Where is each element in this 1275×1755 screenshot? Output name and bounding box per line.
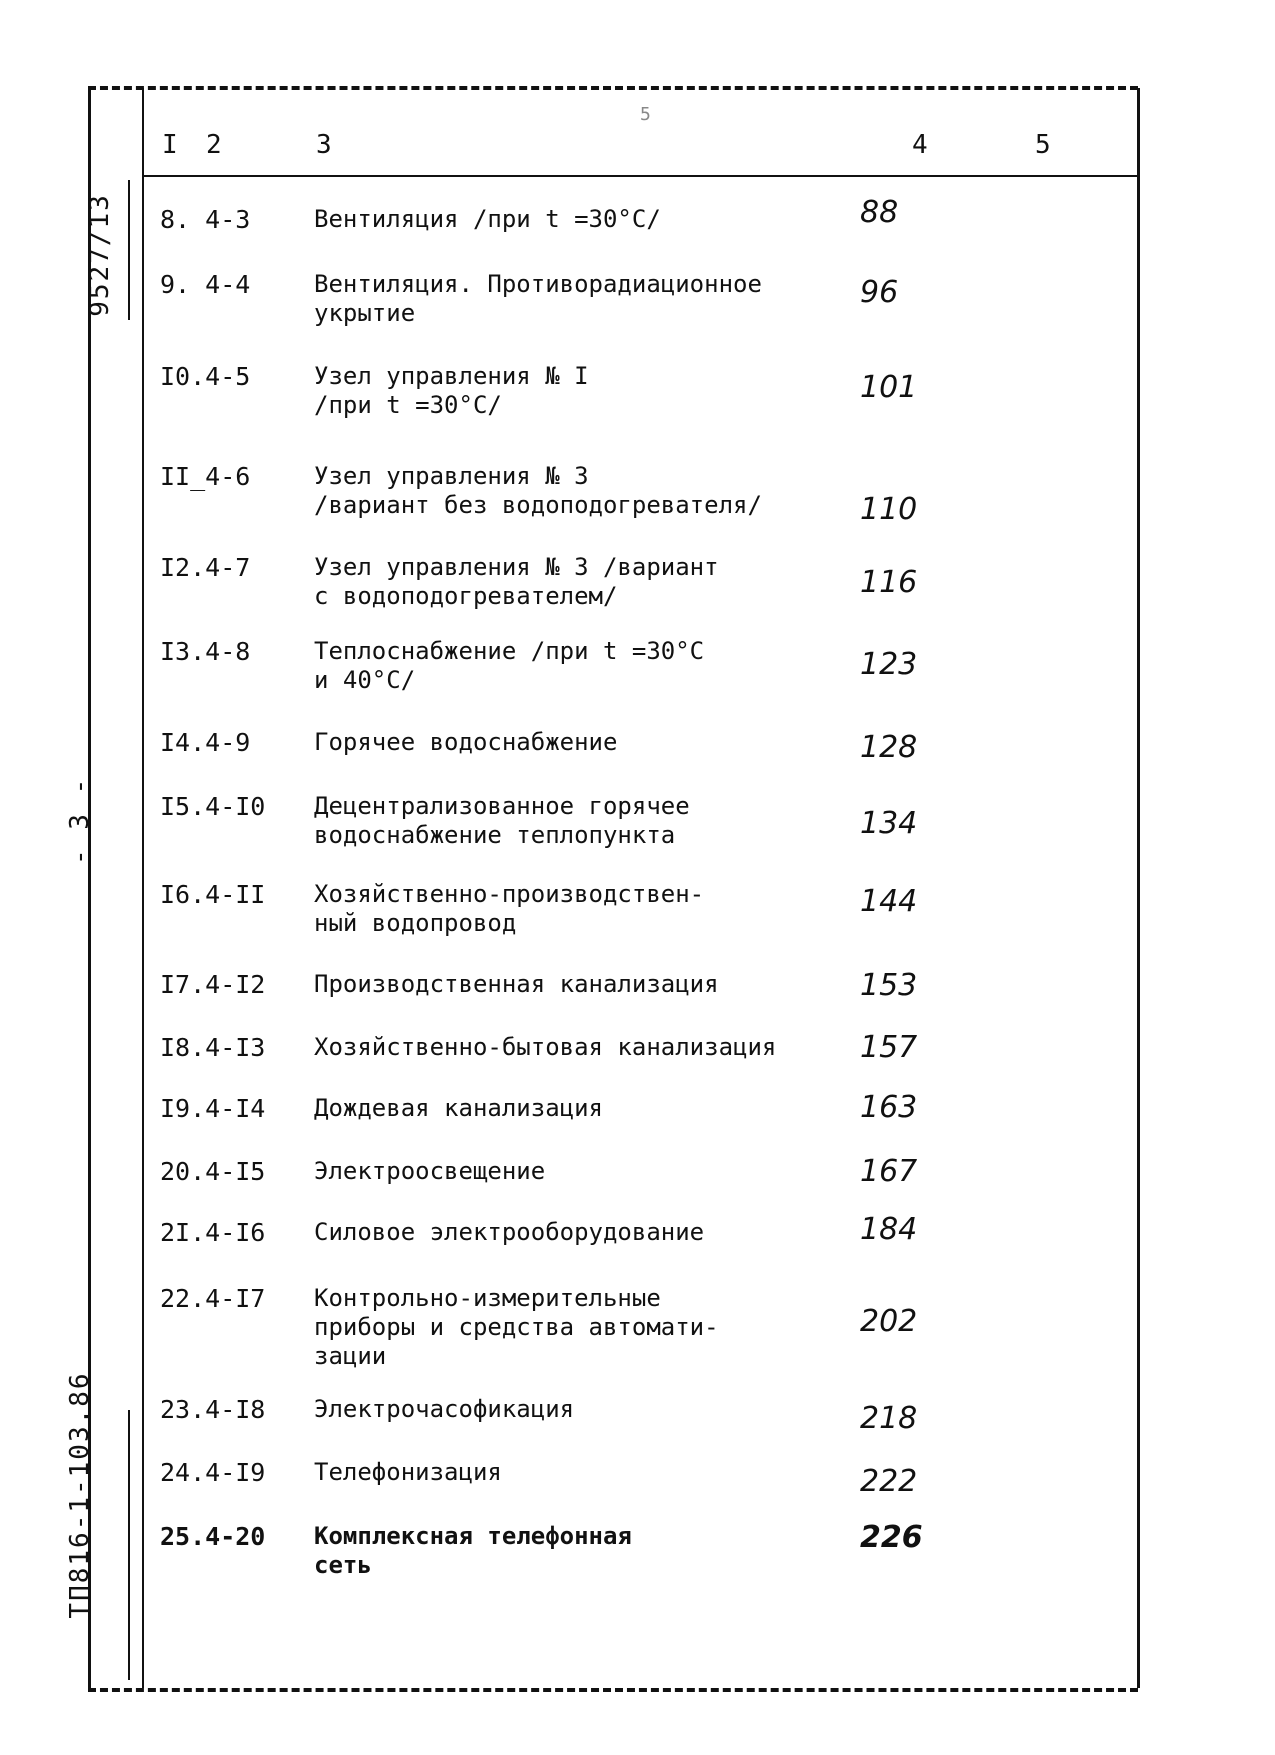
row-number: 24.4-I9 — [160, 1458, 266, 1487]
row-number: 22.4-I7 — [160, 1284, 266, 1313]
side-rule-top — [128, 180, 130, 320]
row-number: I3.4-8 — [160, 637, 251, 666]
column-header-3: 3 — [316, 130, 332, 160]
row-number: I7.4-I2 — [160, 970, 266, 999]
row-title: Вентиляция /при t =30°C/ — [314, 205, 661, 233]
row-title: Вентиляция. Противорадиационное укрытие — [314, 270, 762, 327]
row-page: 110 — [860, 492, 918, 527]
row-number: I4.4-9 — [160, 728, 251, 757]
side-label-archive-number: 9527/13 — [85, 193, 115, 317]
row-title: Узел управления № 3 /вариант без водоподогревателя/ — [314, 462, 762, 519]
corner-mark: 5 — [640, 104, 651, 125]
row-title: Силовое электрооборудование — [314, 1218, 705, 1246]
row-number: 23.4-I8 — [160, 1395, 266, 1424]
row-page: 116 — [860, 565, 918, 600]
top-border — [88, 86, 1138, 90]
row-page: 134 — [860, 806, 918, 841]
row-number: 9. 4-4 — [160, 270, 251, 299]
column-header-4: 4 — [912, 130, 928, 160]
row-number: 25.4-20 — [160, 1522, 266, 1551]
row-page: 101 — [860, 370, 918, 405]
header-rule — [142, 175, 1137, 177]
row-title: Горячее водоснабжение — [314, 728, 618, 756]
bottom-border — [88, 1688, 1138, 1692]
row-title: Производственная канализация — [314, 970, 719, 998]
row-title: Комплексная телефонная сеть — [314, 1522, 632, 1579]
row-number: I9.4-I4 — [160, 1094, 266, 1123]
column-header-2: 2 — [206, 130, 222, 160]
row-page: 157 — [860, 1030, 918, 1065]
row-title: Хозяйственно-бытовая канализация — [314, 1033, 777, 1061]
row-title: Узел управления № 3 /вариант с водоподогревателем/ — [314, 553, 719, 610]
row-page: 202 — [860, 1304, 918, 1339]
row-number: 2I.4-I6 — [160, 1218, 266, 1247]
row-page: 226 — [860, 1520, 923, 1555]
row-page: 153 — [860, 968, 918, 1003]
side-label-project-code: ТП816-1-103.86 — [65, 1371, 95, 1619]
row-title: Хозяйственно-производствен- ный водопровод — [314, 880, 705, 937]
row-page: 167 — [860, 1154, 918, 1189]
row-title: Узел управления № I /при t =30°C/ — [314, 362, 589, 419]
row-title: Электрочасофикация — [314, 1395, 575, 1423]
row-number: 8. 4-3 — [160, 205, 251, 234]
row-title: Децентрализованное горячее водоснабжение теплопункта — [314, 792, 690, 849]
row-page: 218 — [860, 1401, 918, 1436]
row-title: Дождевая канализация — [314, 1094, 603, 1122]
row-page: 128 — [860, 730, 918, 765]
row-title: Контрольно-измерительные приборы и средства автомати- зации — [314, 1284, 719, 1370]
row-page: 163 — [860, 1090, 918, 1125]
row-page: 88 — [860, 195, 899, 230]
row-number: I8.4-I3 — [160, 1033, 266, 1062]
row-page: 144 — [860, 884, 918, 919]
row-number: I6.4-II — [160, 880, 266, 909]
row-number: II_4-6 — [160, 462, 251, 491]
row-page: 96 — [860, 275, 899, 310]
row-page: 123 — [860, 647, 918, 682]
row-title: Теплоснабжение /при t =30°C и 40°C/ — [314, 637, 705, 694]
row-page: 184 — [860, 1212, 918, 1247]
column-header-5: 5 — [1035, 130, 1051, 160]
row-title: Электроосвещение — [314, 1157, 546, 1185]
row-number: I0.4-5 — [160, 362, 251, 391]
row-number: 20.4-I5 — [160, 1157, 266, 1186]
column-header-1: I — [162, 130, 178, 160]
row-page: 222 — [860, 1464, 918, 1499]
binding-margin-line — [142, 88, 144, 1688]
row-number: I2.4-7 — [160, 553, 251, 582]
row-number: I5.4-I0 — [160, 792, 266, 821]
row-title: Телефонизация — [314, 1458, 502, 1486]
side-rule-bottom — [128, 1410, 130, 1680]
side-label-page-number: - 3 - — [65, 776, 95, 865]
